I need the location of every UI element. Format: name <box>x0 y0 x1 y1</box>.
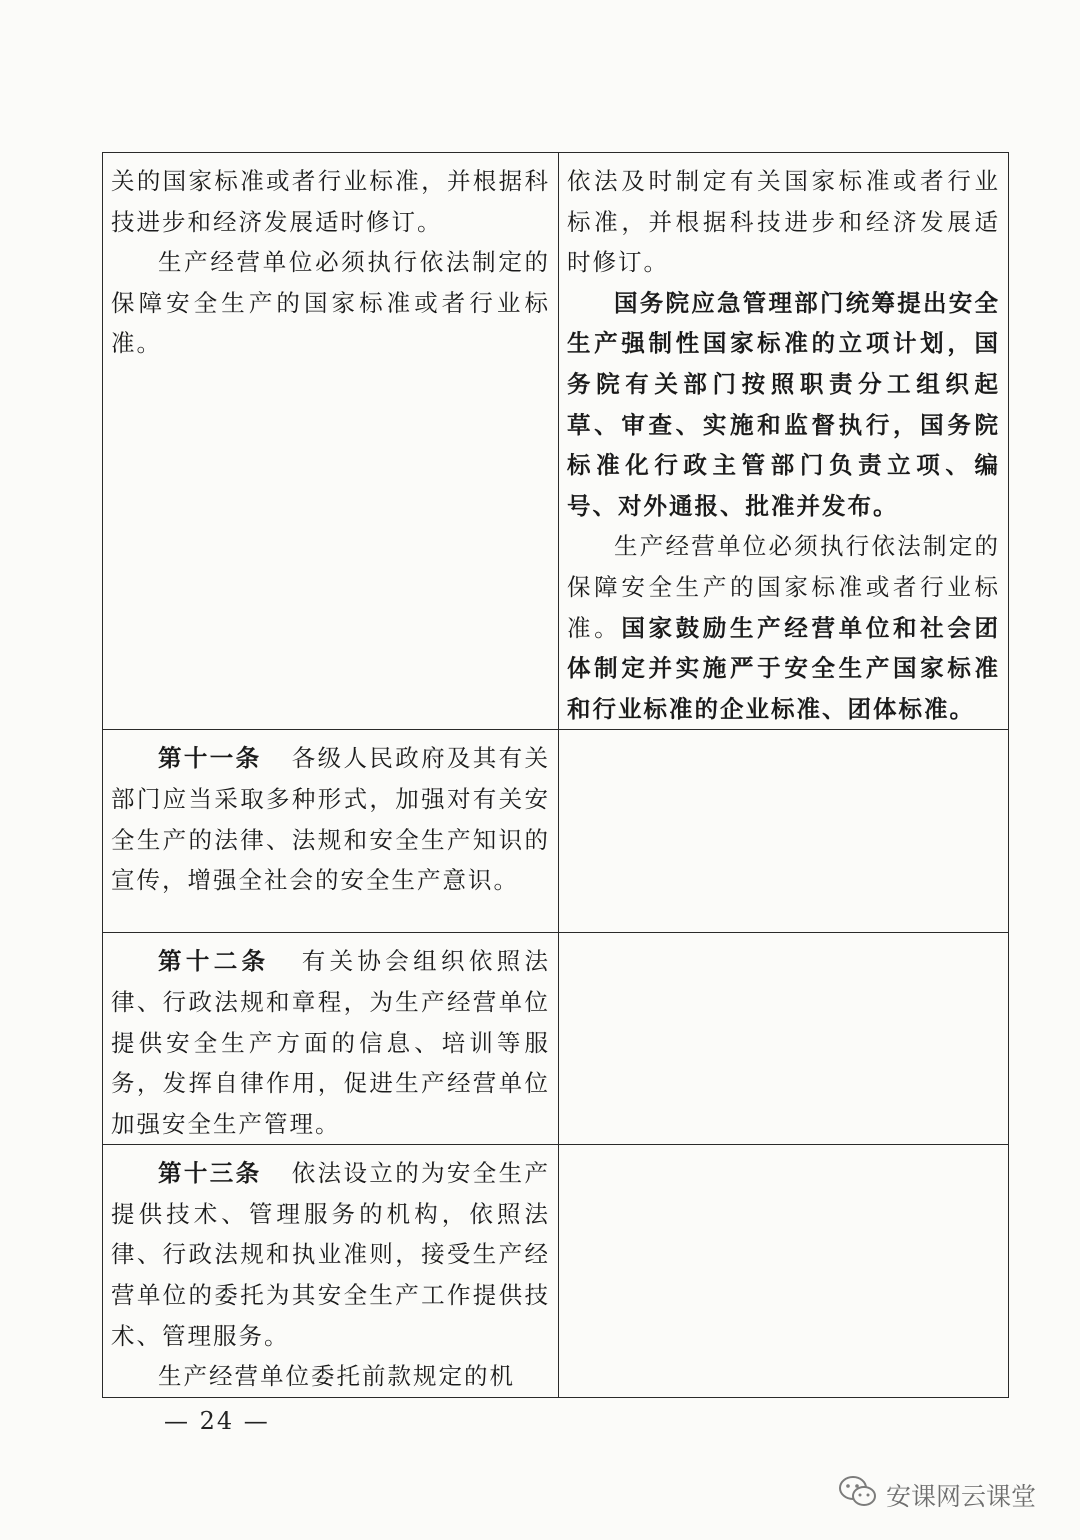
revised-text-cell <box>559 933 1009 1145</box>
body-text: 有关协会组织依照法律、行政法规和章程，为生产经营单位提供安全生产方面的信息、培训等服务，发挥自律作用，促进生产经营单位加强安全生产管理。 <box>111 947 551 1138</box>
article-number: 第十二条 <box>158 947 270 976</box>
comparison-table <box>102 152 1009 1398</box>
table-body <box>103 153 1009 1398</box>
body-text: 关的国家标准或者行业标准，并根据科技进步和经济发展适时修订。 <box>111 167 550 236</box>
revised-text-cell <box>559 730 1009 933</box>
paragraph <box>567 161 1000 283</box>
table-row <box>103 153 1009 730</box>
watermark-text: 安课网云课堂 <box>886 1482 1037 1511</box>
table-row <box>103 1145 1009 1398</box>
original-text-cell <box>103 1145 559 1398</box>
article-number: 第十三条 <box>158 1159 262 1188</box>
body-text: 各级人民政府及其有关部门应当采取多种形式，加强对有关安全生产的法律、法规和安全生产知识的宣传，增强全社会的安全生产意识。 <box>111 744 551 895</box>
original-text-cell <box>103 153 559 730</box>
body-text: 生产经营单位必须执行依法制定的保障安全生产的国家标准或者行业标准。 <box>111 248 550 358</box>
article-number: 第十一条 <box>158 744 262 773</box>
wechat-icon <box>838 1474 878 1516</box>
paragraph <box>111 1153 550 1356</box>
paragraph <box>111 1356 550 1397</box>
paragraph <box>567 283 1000 527</box>
paragraph <box>111 941 550 1144</box>
added-text: 国家鼓励生产经营单位和社会团体制定并实施严于安全生产国家标准和行业标准的企业标准、团体标准。 <box>567 613 1001 723</box>
original-text-cell <box>103 730 559 933</box>
body-text: 生产经营单位委托前款规定的机 <box>158 1362 515 1391</box>
body-text: 生产经营单位必须执行依法制定的保障安全生产的国家标准或者行业标准。 <box>567 532 1000 642</box>
body-text: 依法设立的为安全生产提供技术、管理服务的机构，依照法律、行政法规和执业准则，接受生产经营单位的委托为其安全生产工作提供技术、管理服务。 <box>111 1159 551 1350</box>
paragraph <box>567 526 1000 729</box>
table-row <box>103 933 1009 1145</box>
watermark <box>838 1474 1036 1516</box>
paragraph <box>111 738 550 900</box>
paragraph <box>111 161 550 242</box>
paragraph <box>111 242 550 364</box>
original-text-cell <box>103 933 559 1145</box>
revised-text-cell <box>559 1145 1009 1398</box>
page-number: — 24 — <box>164 1407 270 1435</box>
body-text: 依法及时制定有关国家标准或者行业标准，并根据科技进步和经济发展适时修订。 <box>567 167 1000 277</box>
added-text: 国务院应急管理部门统筹提出安全生产强制性国家标准的立项计划，国务院有关部门按照职责分工组织起草、审查、实施和监督执行，国务院标准化行政主管部门负责立项、编号、对外通报、批准并发布。 <box>567 288 1000 520</box>
table-row <box>103 730 1009 933</box>
revised-text-cell <box>559 153 1009 730</box>
